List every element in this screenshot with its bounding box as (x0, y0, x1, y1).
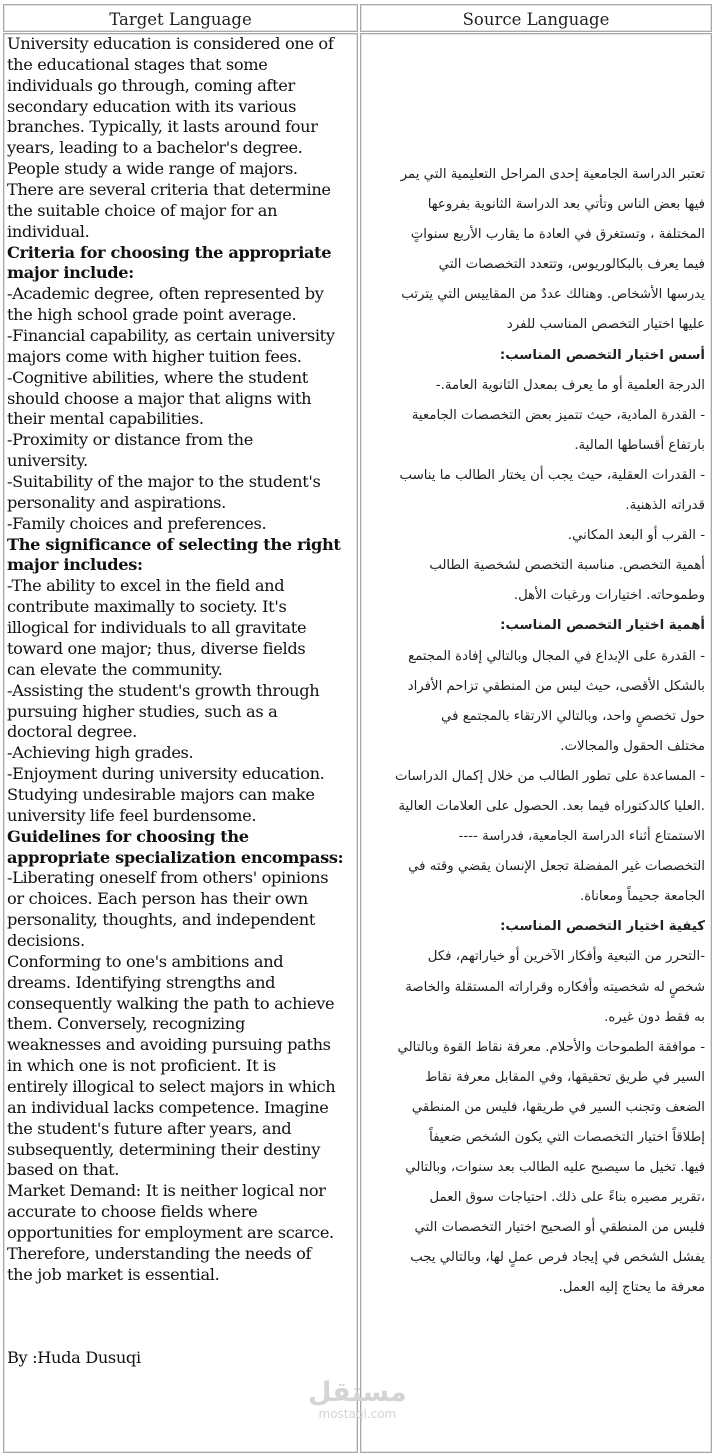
source-text-heading-line: :كيفية اختيار التخصص المناسب (500, 919, 705, 935)
source-text-line: .معرفة ما يحتاج إليه العمل (558, 1280, 705, 1296)
source-text-heading-line: :أسس اختيار التخصص المناسب (499, 347, 705, 363)
target-text-line: university life feel burdensome. (7, 805, 257, 825)
target-text-line: the high school grade point average. (7, 305, 297, 325)
source-text-line: .قدراته الذهنية (625, 498, 705, 514)
target-text-line: -Suitability of the major to the student's (7, 472, 321, 492)
source-text-line: القدرة على الإبداع في المجال وبالتالي إفادة المجتمع - (408, 648, 705, 664)
target-text-line: contribute maximally to society. It's (7, 597, 287, 617)
source-text-line: القدرات العقلية، حيث يجب أن يختار الطالب ما يناسب - (399, 467, 705, 483)
watermark-domain: mostaql.com (318, 1407, 397, 1421)
target-text-line: in which one is not proficient. It is (7, 1056, 276, 1076)
target-text-line: branches. Typically, it lasts around four (7, 117, 318, 137)
source-text-line: -.الدرجة العلمية أو ما يعرف بمعدل الثانوية العامة (435, 377, 705, 393)
target-text-line: the educational stages that some (7, 54, 268, 74)
target-text-line: personality, thoughts, and independent (7, 910, 316, 930)
source-text-line: فيها. تخيل ما سيصبح عليه الطالب بعد سنوات، وبالتالي (405, 1160, 705, 1176)
target-text-heading-line: The significance of selecting the right (7, 534, 341, 554)
source-text-line: موافقة الطموحات والأحلام. معرفة نقاط القوة وبالتالي - (397, 1039, 705, 1055)
source-text-line: أهمية التخصص. مناسبة التخصص لشخصية الطالب (429, 558, 705, 574)
target-text-line (7, 1327, 359, 1348)
source-text-line: حول تخصصٍ واحد، وبالتالي الارتقاء بالمجتمع في (441, 708, 705, 724)
target-text-line: -Family choices and preferences. (7, 513, 267, 533)
target-text-line: People study a wide range of majors. (7, 159, 298, 179)
source-text-line: القدرة المادية، حيث تتميز بعض التخصصات الجامعية - (411, 407, 705, 423)
target-text-line: Conforming to one's ambitions and (7, 951, 284, 971)
english-translation-text (7, 34, 359, 1369)
target-text-line: -Enjoyment during university education. (7, 764, 325, 784)
target-text-line: years, leading to a bachelor's degree. (7, 138, 303, 158)
source-text-line: إطلاقاً اختيار التخصصات التي يكون الشخص ضعيفاً (429, 1130, 705, 1145)
target-text-heading-line: major includes: (7, 555, 143, 575)
target-text-line: subsequently, determining their destiny (7, 1139, 320, 1159)
target-text-heading-line: Guidelines for choosing the (7, 826, 249, 846)
target-text-line: accurate to choose fields where (7, 1202, 258, 1222)
source-text-line: .الجامعة جحيماً ومعاناة (579, 889, 705, 905)
target-text-line: based on that. (7, 1160, 120, 1180)
target-text-line: Therefore, understanding the needs of (7, 1243, 312, 1263)
source-text-line: .وطموحاته. اختيارات ورغبات الأهل (513, 588, 705, 604)
source-text-line: التحرر من التبعية وأفكار الآخرين أو خياراتهم، فكل- (427, 949, 705, 965)
target-text-line: the suitable choice of major for an (7, 200, 278, 220)
target-text-line: weaknesses and avoiding pursuing paths (7, 1035, 331, 1055)
target-text-line: personality and aspirations. (7, 492, 226, 512)
target-text-heading-line: major include: (7, 263, 134, 283)
target-text-line: -Financial capability, as certain university (7, 326, 335, 346)
watermark-logo-text: مستقل (308, 1377, 407, 1408)
source-text-line: العليا كالدكتوراه فيما بعد. الحصول على العلامات العالية. (398, 798, 705, 814)
target-text-line: There are several criteria that determine (7, 180, 331, 200)
target-text-heading-line: appropriate specialization encompass: (7, 847, 344, 867)
header-source-language: Source Language (360, 4, 712, 32)
source-text-line: فليس من المنطقي أو الصحيح اختيار التخصصات التي (414, 1220, 705, 1236)
source-language-cell (360, 33, 712, 1453)
arabic-source-text (360, 160, 705, 1304)
target-text-line: their mental capabilities. (7, 409, 204, 429)
header-target-language: Target Language (3, 4, 358, 32)
source-text-line: ---- الاستمتاع أثناء الدراسة الجامعية، فدراسة (458, 829, 705, 845)
target-text-line: the student's future after years, and (7, 1118, 292, 1138)
source-text-line: .مختلف الحقول والمجالات (560, 738, 705, 754)
target-text-line: -Liberating oneself from others' opinions (7, 868, 329, 888)
source-text-line: التخصصات غير المفضلة تجعل الإنسان يقضي وقته في (408, 859, 705, 875)
target-language-cell (3, 33, 358, 1453)
target-text-line: pursuing higher studies, such as a (7, 701, 278, 721)
target-text-line: university. (7, 451, 88, 471)
target-text-line: secondary education with its various (7, 96, 297, 116)
target-text-line: individual. (7, 221, 90, 241)
target-text-line: can elevate the community. (7, 659, 223, 679)
target-text-line: -Achieving high grades. (7, 743, 194, 763)
target-text-line: doctoral degree. (7, 722, 137, 742)
target-text-line: should choose a major that aligns with (7, 388, 312, 408)
target-text-line: consequently walking the path to achieve (7, 993, 335, 1013)
source-text-line: تقرير مصيره بناءً على ذلك. احتياجات سوق العمل، (429, 1190, 705, 1206)
target-text-line (7, 1306, 359, 1327)
source-text-heading-line: :أهمية اختيار التخصص المناسب (500, 618, 705, 634)
source-text-line: عليها اختيار التخصص المناسب للفرد (506, 317, 705, 333)
source-text-line: الضعف وتجنب السير في طريقها، فليس من المنطقي (411, 1099, 705, 1115)
source-text-line: فيما يعرف بالبكالوريوس، وتتعدد التخصصات التي (438, 257, 705, 273)
target-text-line: Studying undesirable majors can make (7, 784, 315, 804)
source-text-line: شخصٍ له شخصيته وأفكاره وقراراته المستقلة والخاصة (405, 979, 705, 995)
source-text-line: يفشل الشخص في إيجاد فرص عملٍ لها، وبالتالي يجب (410, 1250, 705, 1266)
source-text-line: المختلفة ، وتستغرق في العادة ما يقارب الأربع سنواتٍ (410, 227, 705, 243)
source-text-line: بالشكل الأقصى، حيث ليس من المنطقي تزاحم الأفراد (407, 678, 705, 694)
source-text-line: يدرسها الأشخاص. وهنالك عددٌ من المقاييس التي يترتب (401, 287, 705, 303)
target-text-line: entirely illogical to select majors in which (7, 1076, 336, 1096)
source-text-line: المساعدة على تطور الطالب من خلال إكمال الدراسات - (394, 768, 705, 784)
target-text-line: University education is considered one of (7, 34, 334, 53)
source-text-line: تعتبر الدراسة الجامعية إحدى المراحل التعليمية التي يمر (400, 167, 705, 182)
target-text-line: an individual lacks competence. Imagine (7, 1097, 329, 1117)
target-text-heading-line: Criteria for choosing the appropriate (7, 242, 332, 262)
source-text-line: السير في طريق تحقيقها، وفي المقابل معرفة نقاط (425, 1069, 705, 1085)
target-text-line: dreams. Identifying strengths and (7, 972, 276, 992)
target-text-line: the job market is essential. (7, 1264, 220, 1284)
target-text-line: toward one major; thus, diverse fields (7, 638, 306, 658)
target-text-line: them. Conversely, recognizing (7, 1014, 245, 1034)
target-text-line (7, 1286, 359, 1307)
target-text-line: individuals go through, coming after (7, 75, 295, 95)
target-text-line: opportunities for employment are scarce. (7, 1222, 334, 1242)
target-text-line: decisions. (7, 930, 85, 950)
target-text-line: Market Demand: It is neither logical nor (7, 1181, 326, 1201)
target-text-line: -Academic degree, often represented by (7, 284, 324, 304)
source-text-line: .القرب أو البعد المكاني - (567, 528, 705, 544)
target-text-line: By :Huda Dusuqi (7, 1348, 141, 1368)
target-text-line: illogical for individuals to all gravitate (7, 618, 307, 638)
target-text-line: or choices. Each person has their own (7, 889, 308, 909)
target-text-line: -The ability to excel in the field and (7, 576, 285, 596)
source-text-line: فيها بعض الناس وتأتي بعد الدراسة الثانوية بفروعها (427, 197, 705, 213)
source-text-line: .بارتفاع أقساطها المالية (574, 437, 705, 453)
target-text-line: -Cognitive abilities, where the student (7, 367, 308, 387)
source-text-line: .به فقط دون غيره (604, 1009, 705, 1025)
mostaql-watermark-logo (308, 1378, 407, 1420)
target-text-line: -Proximity or distance from the (7, 430, 253, 450)
target-text-line: -Assisting the student's growth through (7, 680, 320, 700)
target-text-line: majors come with higher tuition fees. (7, 346, 302, 366)
